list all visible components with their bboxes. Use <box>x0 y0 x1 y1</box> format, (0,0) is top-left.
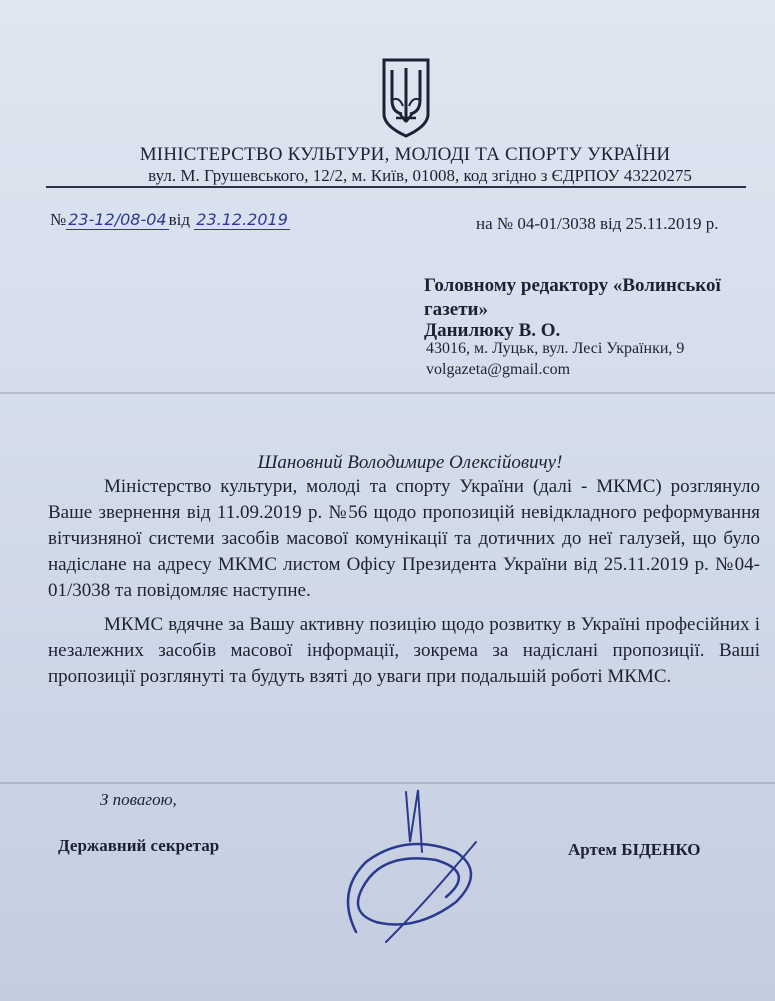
outgoing-number: 23-12/08-04 <box>68 210 167 229</box>
reply-reference: на № 04-01/3038 від 25.11.2019 р. <box>476 214 719 233</box>
outgoing-number-line <box>50 210 290 230</box>
recipient-title: Головному редактору «Волинської газети» <box>424 275 721 320</box>
trident-icon <box>376 56 436 140</box>
number-label: № <box>50 210 67 229</box>
body-paragraph-1: Міністерство культури, молоді та спорту України (далі - МКМС) розглянуло Ваше звернення від 11.09.2019 р. №56 щодо пропозицій невідкладного реформування вітчизняної системи засобів масової комунікації та дотичних до неї галузей, що було надіслане на адресу МКМС листом Офісу Президента України від 25.11.2019 р. №04-01/3038 та повідомляє наступне. <box>48 476 760 601</box>
fold-line <box>0 392 775 394</box>
recipient-email: volgazeta@gmail.com <box>426 361 571 378</box>
ministry-address: вул. М. Грушевського, 12/2, м. Київ, 01008, код згідно з ЄДРПОУ 43220275 <box>148 166 692 185</box>
ministry-name: МІНІСТЕРСТВО КУЛЬТУРИ, МОЛОДІ ТА СПОРТУ УКРАЇНИ <box>139 144 671 165</box>
outgoing-date: 23.12.2019 <box>196 210 288 229</box>
recipient-address: 43016, м. Луцьк, вул. Лесі Українки, 9 <box>426 340 685 357</box>
signature-icon <box>326 782 496 952</box>
recipient-name: Данилюку В. О. <box>424 320 561 341</box>
signer-name: Артем БІДЕНКО <box>568 840 701 859</box>
signer-position: Державний секретар <box>58 836 220 855</box>
greeting: Шановний Володимире Олексійовичу! <box>257 452 563 473</box>
header-divider <box>46 186 746 188</box>
closing-regards: З повагою, <box>100 790 177 809</box>
date-label: від <box>168 210 191 229</box>
body-paragraph-2: МКМС вдячне за Вашу активну позицію щодо розвитку в Україні професійних і незалежних засобів масової інформації, зокрема за надіслані пропозиції. Ваші пропозиції розглянуті та будуть взяті до уваги при подальшій роботі МКМС. <box>48 614 760 687</box>
